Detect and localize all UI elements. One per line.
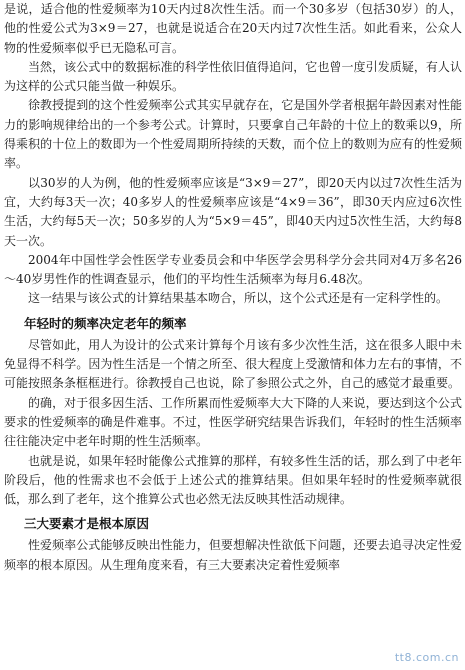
site-watermark: tt8.com.cn — [394, 650, 459, 664]
paragraph-6: 这一结果与该公式的计算结果基本吻合，所以，这个公式还是有一定科学性的。 — [28, 291, 449, 306]
paragraph-5: 2004年中国性学会性医学专业委员会和中华医学会男科学分会共同对4万多名26～40岁男性作的性调查显示，他们的平均性生活频率为每月6.48次。 — [4, 252, 462, 287]
paragraph-2: 当然，该公式中的数据标准的科学性依旧值得追问，它也曾一度引发质疑，有人认为这样的公式只能当做一种娱乐。 — [4, 59, 462, 94]
section-heading-2: 三大要素才是根本原因 — [24, 516, 150, 532]
paragraph-3: 徐教授提到的这个性爱频率公式其实早就存在，它是国外学者根据年龄因素对性能力的影响规律给出的一个参考公式。计算时，只要拿自己年龄的十位上的数乘以9，所得乘积的十位上的数即为一个性爱周期所持续的天数，而个位上的数则为应有的性爱频率。 — [4, 98, 462, 171]
paragraph-9: 也就是说，如果年轻时能像公式推算的那样，有较多性生活的话，那么到了中老年阶段后，他的性需求也不会低于上述公式的推算结果。但如果年轻时的性爱频率就很低，那么到了老年，这个推算公式也必然无法反映其性活动规律。 — [4, 453, 462, 507]
paragraph-8: 的确，对于很多因生活、工作所累而性爱频率大大下降的人来说，要达到这个公式要求的性爱频率的确是件难事。不过，性医学研究结果告诉我们，年轻时的性生活频率往往能决定中老年时期的性生活频率。 — [4, 395, 462, 449]
paragraph-4: 以30岁的人为例，他的性爱频率应该是“3×9＝27”，即20天内以过7次性生活为宜，大约每3天一次；40多岁人的性爱频率应该是“4×9＝36”，即30天内应过6次性生活，大约每5天一次；50多岁的人为“5×9＝45”，即40天内过5次性生活，大约每8天一次。 — [4, 175, 462, 248]
section-heading-1: 年轻时的频率决定老年的频率 — [24, 315, 187, 331]
paragraph-1: 是说，适合他的性爱频率为10天内过8次性生活。而一个30多岁（包括30岁）的人，他的性爱公式为3×9＝27，也就是说适合在20天内过7次性生活。如此看来，公众人物的性爱频率似乎已无隐私可言。 — [4, 2, 462, 55]
paragraph-10: 性爱频率公式能够反映出性能力，但要想解决性欲低下问题，还要去追寻决定性爱频率的根本原因。从生理角度来看，有三大要素决定着性爱频率 — [4, 538, 462, 572]
paragraph-7: 尽管如此，用人为设计的公式来计算每个月该有多少次性生活，这在很多人眼中未免显得不科学。因为性生活是一个情之所至、很大程度上受激情和体力左右的事情，不可能按照条条框框进行。徐教授自己也说，除了参照公式之外，自己的感觉才最重要。 — [4, 337, 462, 391]
